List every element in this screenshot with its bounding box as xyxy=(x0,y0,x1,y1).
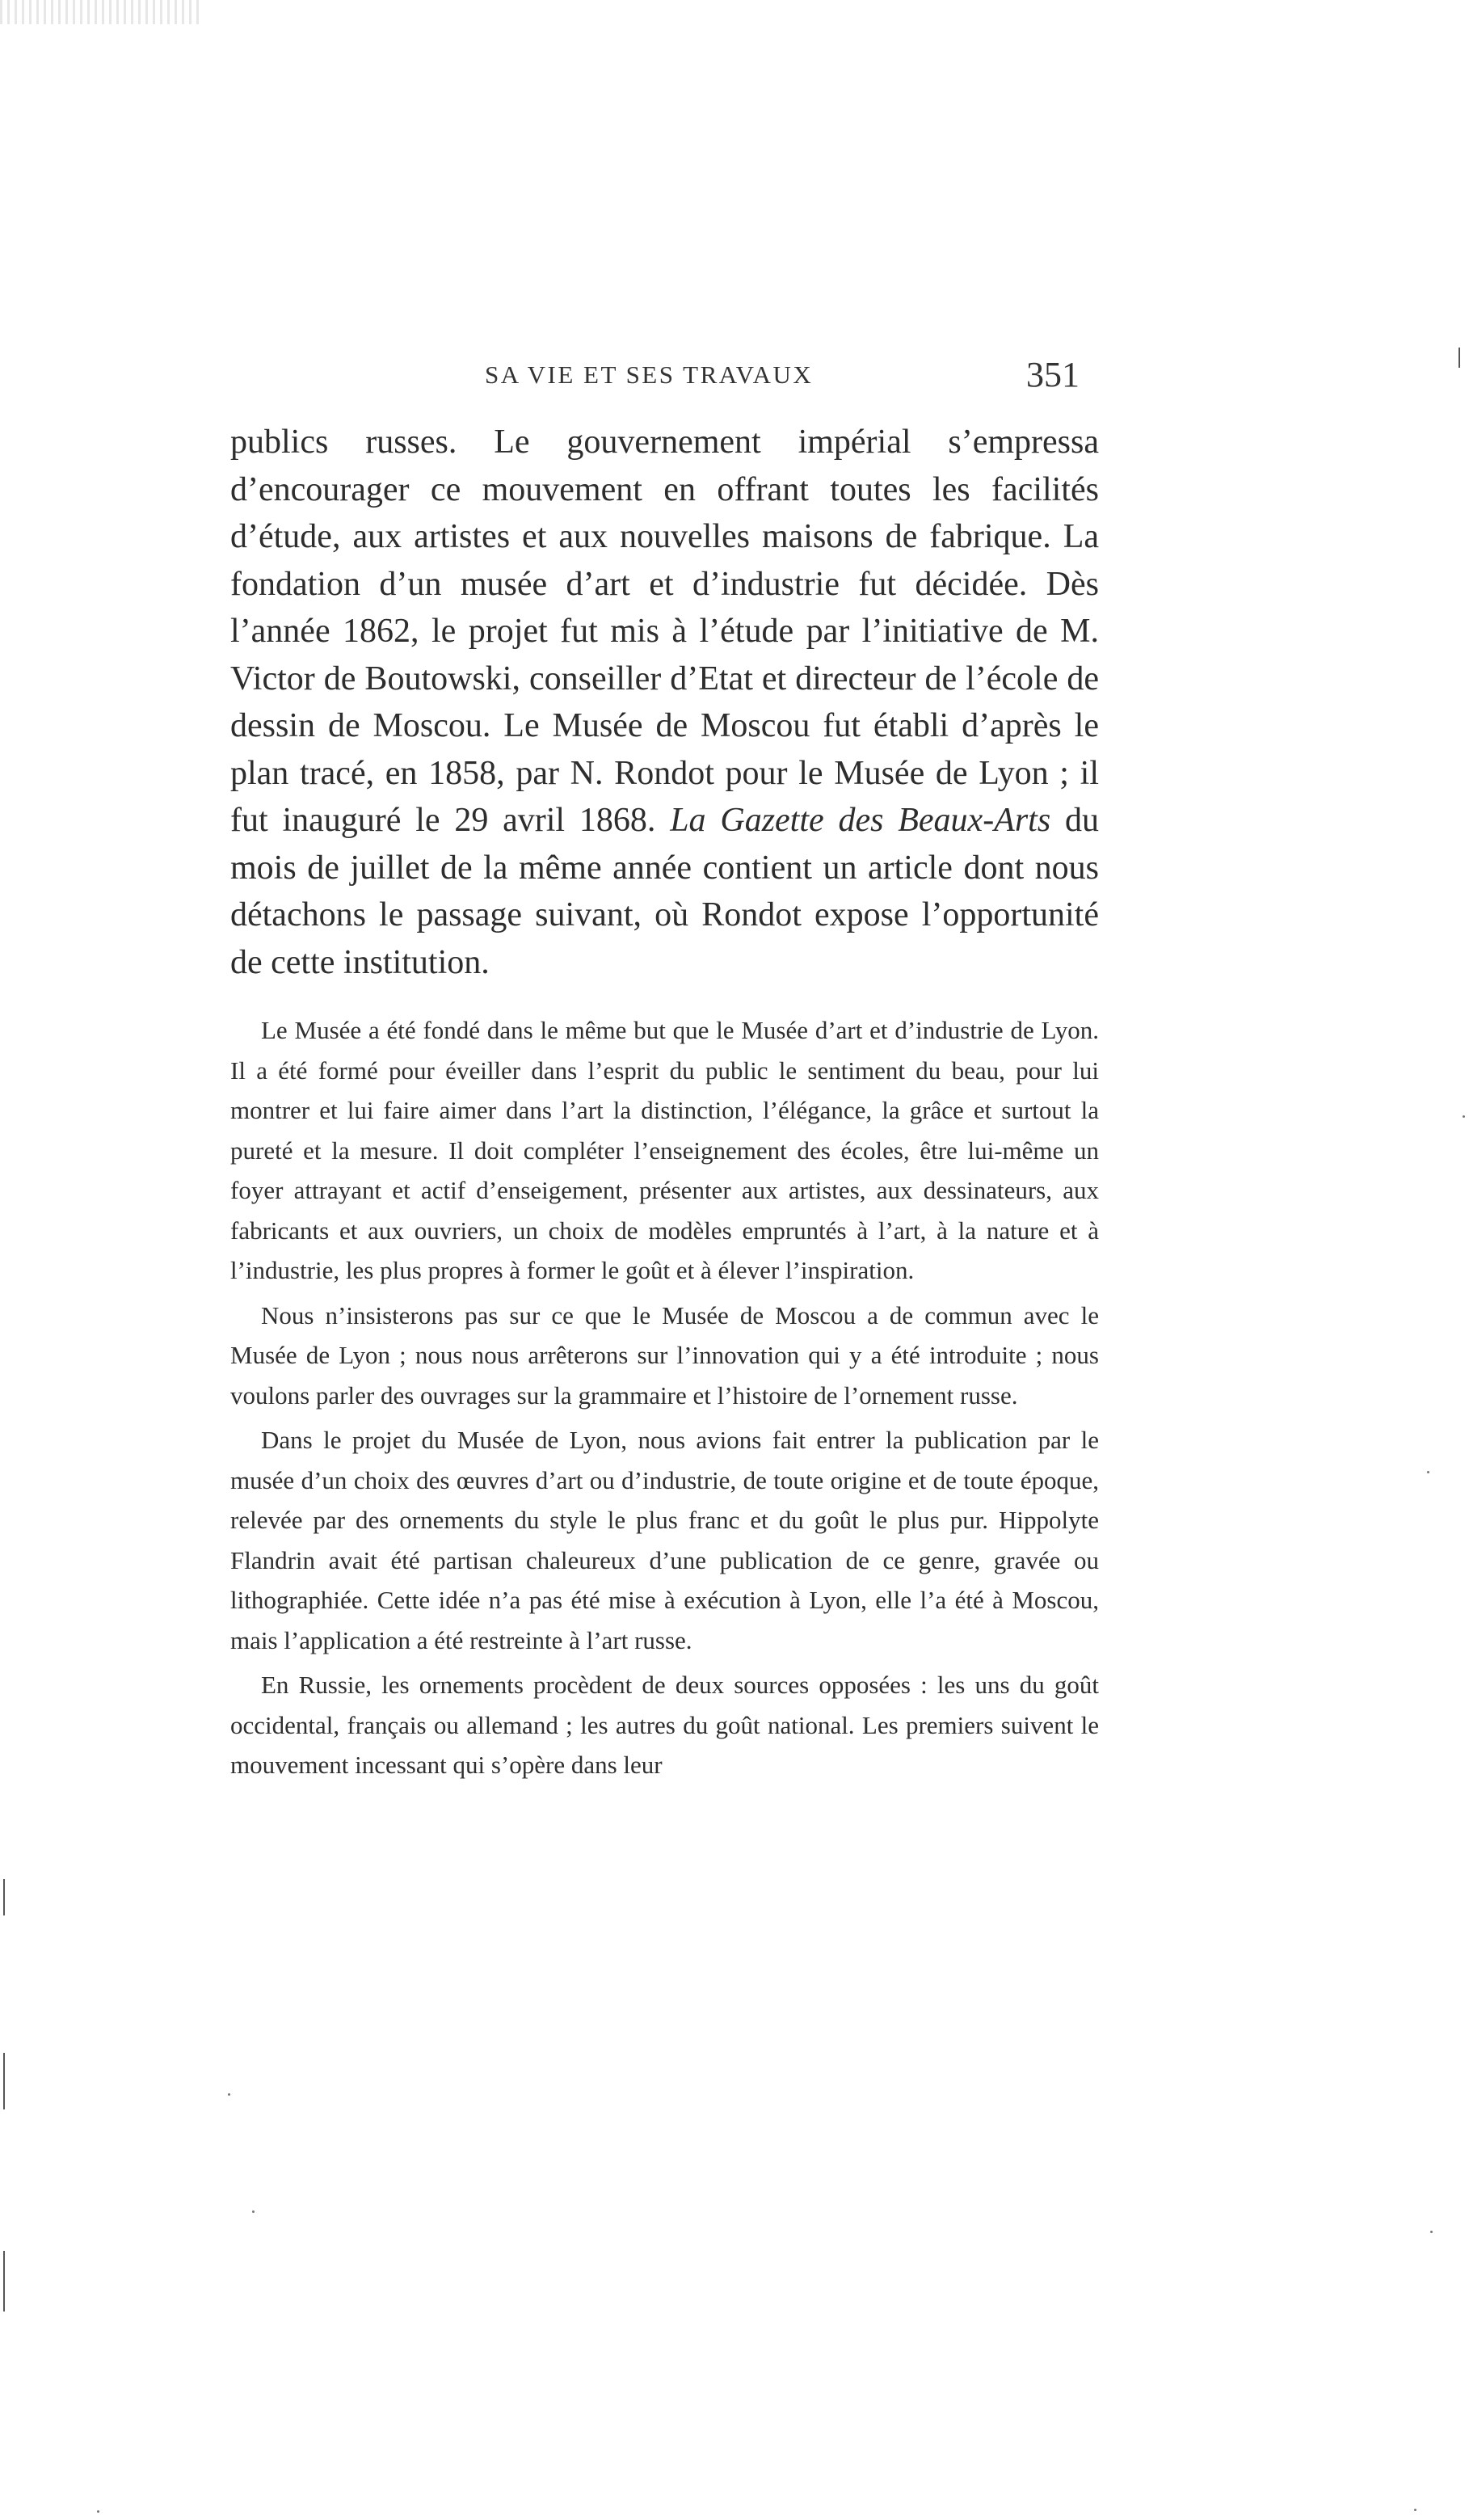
quote-paragraph-1: Le Musée a été fondé dans le même but que le Musée d’art et d’industrie de Lyon. Il a été formé pour éveiller dans l’esprit du public le sentiment du beau, pour lui montrer et lui faire aimer dans l’art la distinction, l’élégance, la grâce et surtout la pureté et la mesure. Il doit compléter l’enseignement des écoles, être lui-même un foyer attrayant et actif d’enseigement, présenter aux artistes, aux dessinateurs, aux fabricants et aux ouvriers, un choix de modèles empruntés à l’art, à la nature et à l’industrie, les plus propres à former le goût et à élever l’inspiration. xyxy=(230,1016,1099,1284)
main-paragraph-text-1: publics russes. Le gouvernement impérial s’empressa d’encourager ce mouvement en offrant toutes les facilités d’étude, aux artistes et aux nouvelles maisons de fabrique. La fondation d’un musée d’art et d’industrie fut décidée. Dès l’année 1862, le projet fut mis à l’étude par l’initiative de M. Victor de Boutowski, conseiller d’Etat et directeur de l’école de dessin de Moscou. Le Musée de Moscou fut établi d’après le plan tracé, en 1858, par N. Rondot pour le Musée de Lyon ; il fut inauguré le 29 avril 1868. xyxy=(230,424,1099,839)
running-head xyxy=(0,354,1469,402)
scan-speck-3 xyxy=(1463,1115,1465,1118)
main-paragraph-italic-title: La Gazette des Beaux-Arts xyxy=(670,802,1051,839)
quote-paragraph-4: En Russie, les ornements procèdent de deux sources opposées : les uns du goût occidental, français ou allemand ; les autres du goût national. Les premiers suivent le mouvement incessant qui s’opère dans leur xyxy=(230,1671,1099,1779)
main-paragraph-text-2: du mois de juillet de la même année contient un article dont nous détachons le passage suivant, où Rondot expose l’opportunité de cette institution. xyxy=(230,802,1100,981)
scan-speck-6 xyxy=(97,2510,99,2513)
scan-speck-5 xyxy=(1430,2231,1433,2233)
scan-mark-left-2 xyxy=(3,2053,5,2109)
scan-mark-right-1 xyxy=(1458,348,1460,368)
scan-noise-top-left xyxy=(0,0,202,24)
running-title: SA VIE ET SES TRAVAUX xyxy=(485,360,814,389)
quote-paragraph-3: Dans le projet du Musée de Lyon, nous avions fait entrer la publication par le musée d’un choix des œuvres d’art ou d’industrie, de toute origine et de toute époque, relevée par des ornements du style le plus franc et du goût le plus pur. Hippolyte Flandrin avait été partisan chaleureux d’une publication de ce genre, gravée ou lithographiée. Cette idée n’a pas été mise à exécution à Lyon, elle l’a été à Moscou, mais l’application a été restreinte à l’art russe. xyxy=(230,1426,1099,1654)
page-number: 351 xyxy=(1026,355,1080,394)
scan-speck-7 xyxy=(1414,2509,1416,2511)
main-paragraph xyxy=(230,419,1099,986)
block-quote xyxy=(230,1010,1099,1790)
scan-mark-left-3 xyxy=(3,2251,5,2311)
scan-mark-left-1 xyxy=(3,1879,5,1915)
quote-paragraph-2: Nous n’insisterons pas sur ce que le Musée de Moscou a de commun avec le Musée de Lyon ; nous nous arrêterons sur l’innovation qui y a été introduite ; nous voulons parler des ouvrages sur la grammaire et l’histoire de l’ornement russe. xyxy=(230,1300,1099,1410)
scan-speck-1 xyxy=(228,2093,230,2096)
scan-speck-2 xyxy=(252,2210,255,2213)
scan-speck-4 xyxy=(1427,1471,1429,1473)
